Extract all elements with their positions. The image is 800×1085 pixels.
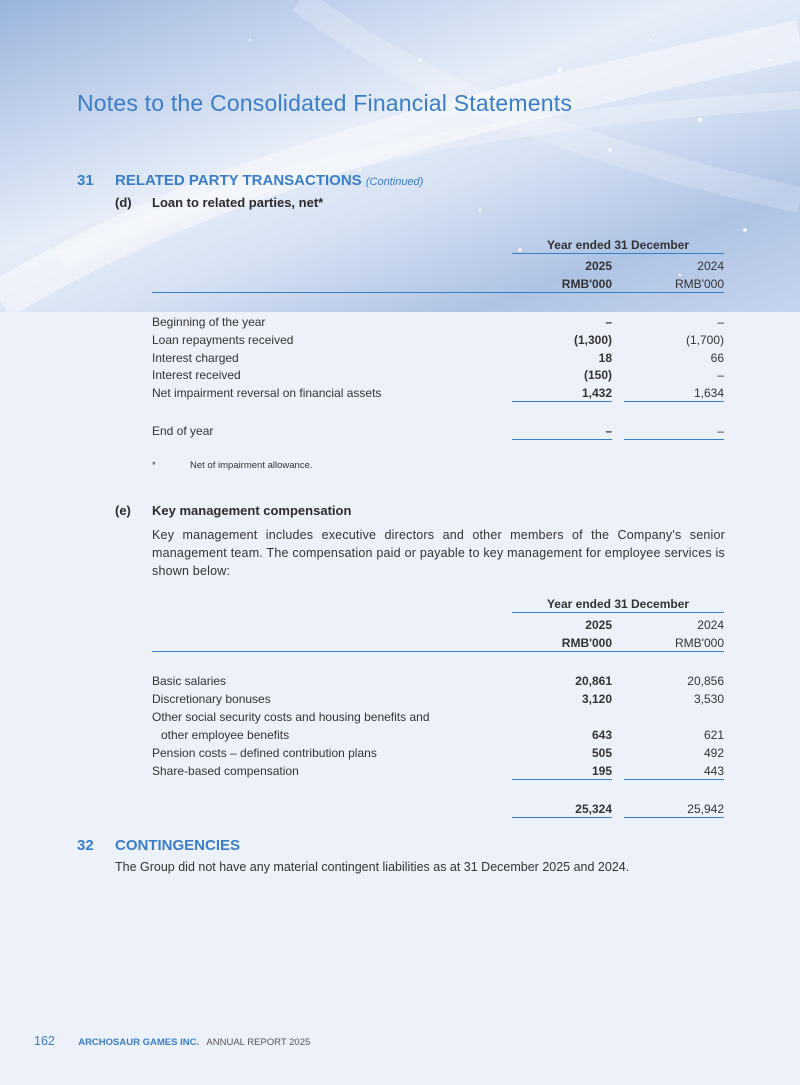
compensation-table bbox=[152, 597, 724, 822]
paragraph: Key management includes executive directors and other members of the Company's senior management team. The compensation paid or payable to key management for employee services is shown below: bbox=[152, 528, 725, 578]
subtotal-rule-2024 bbox=[624, 401, 724, 402]
continued-label: (Continued) bbox=[365, 176, 424, 188]
unit-header-row bbox=[152, 277, 724, 293]
total-row: End of year – – bbox=[152, 424, 724, 438]
year-2024-header: 2024 bbox=[697, 259, 724, 273]
unit-header-row bbox=[152, 636, 724, 652]
table-row: other employee benefits 643 621 bbox=[161, 728, 724, 742]
unit-2025-header: RMB'000 bbox=[561, 636, 612, 650]
total-rule-2025 bbox=[512, 817, 612, 818]
unit-2024-header: RMB'000 bbox=[675, 277, 724, 291]
total-rule-2025 bbox=[512, 439, 612, 440]
table-row: Interest received (150) – bbox=[152, 368, 724, 382]
unit-2025-header: RMB'000 bbox=[561, 277, 612, 291]
table-row: Pension costs – defined contribution plans 505 492 bbox=[152, 746, 724, 760]
page-number: 162 bbox=[34, 1034, 55, 1048]
page-footer bbox=[34, 1034, 310, 1048]
caption-rule bbox=[512, 612, 724, 613]
loan-table bbox=[152, 238, 724, 448]
table-row: Other social security costs and housing benefits and bbox=[152, 710, 430, 724]
year-2024-header: 2024 bbox=[697, 618, 724, 632]
subtotal-rule-2025 bbox=[512, 401, 612, 402]
year-header-row bbox=[152, 259, 724, 275]
total-rule-2024 bbox=[624, 817, 724, 818]
subtotal-rule-2025 bbox=[512, 779, 612, 780]
total-row: 25,324 25,942 bbox=[575, 802, 724, 816]
year-2025-header: 2025 bbox=[585, 618, 612, 632]
table-row: Net impairment reversal on financial assets 1,432 1,634 bbox=[152, 386, 724, 400]
table-row: Loan repayments received (1,300) (1,700) bbox=[152, 333, 724, 347]
subsection-title: Loan to related parties, net* bbox=[152, 195, 324, 210]
total-rule-2024 bbox=[624, 439, 724, 440]
company-name: ARCHOSAUR GAMES INC. bbox=[78, 1037, 200, 1048]
section-number: 31 bbox=[77, 172, 94, 189]
period-caption: Year ended 31 December bbox=[546, 238, 690, 252]
year-header-row bbox=[152, 618, 724, 634]
subtotal-rule-2024 bbox=[624, 779, 724, 780]
table-row: Discretionary bonuses 3,120 3,530 bbox=[152, 692, 724, 706]
year-2025-header: 2025 bbox=[585, 259, 612, 273]
footnote-text: Net of impairment allowance. bbox=[190, 460, 313, 471]
section-number: 32 bbox=[77, 837, 94, 854]
period-caption: Year ended 31 December bbox=[546, 597, 690, 611]
paragraph: The Group did not have any material contingent liabilities as at 31 December 2025 and 2024. bbox=[115, 860, 630, 874]
unit-2024-header: RMB'000 bbox=[675, 636, 724, 650]
page-title: Notes to the Consolidated Financial Statements bbox=[77, 90, 573, 116]
table-row: Interest charged 18 66 bbox=[152, 351, 724, 365]
report-name: ANNUAL REPORT 2025 bbox=[206, 1037, 311, 1048]
subsection-title: Key management compensation bbox=[152, 503, 352, 518]
subsection-letter: (d) bbox=[115, 195, 132, 210]
table-row: Basic salaries 20,861 20,856 bbox=[152, 674, 724, 688]
header-rule bbox=[152, 292, 724, 293]
section-title: CONTINGENCIES bbox=[115, 837, 241, 854]
subsection-letter: (e) bbox=[115, 503, 131, 518]
header-rule bbox=[152, 651, 724, 652]
table-row: Share-based compensation 195 443 bbox=[152, 764, 724, 778]
table-row: Beginning of the year – – bbox=[152, 315, 724, 329]
section-title bbox=[115, 172, 423, 189]
footnote-mark: * bbox=[152, 460, 156, 471]
caption-rule bbox=[512, 253, 724, 254]
section-title-text: RELATED PARTY TRANSACTIONS bbox=[115, 172, 362, 189]
